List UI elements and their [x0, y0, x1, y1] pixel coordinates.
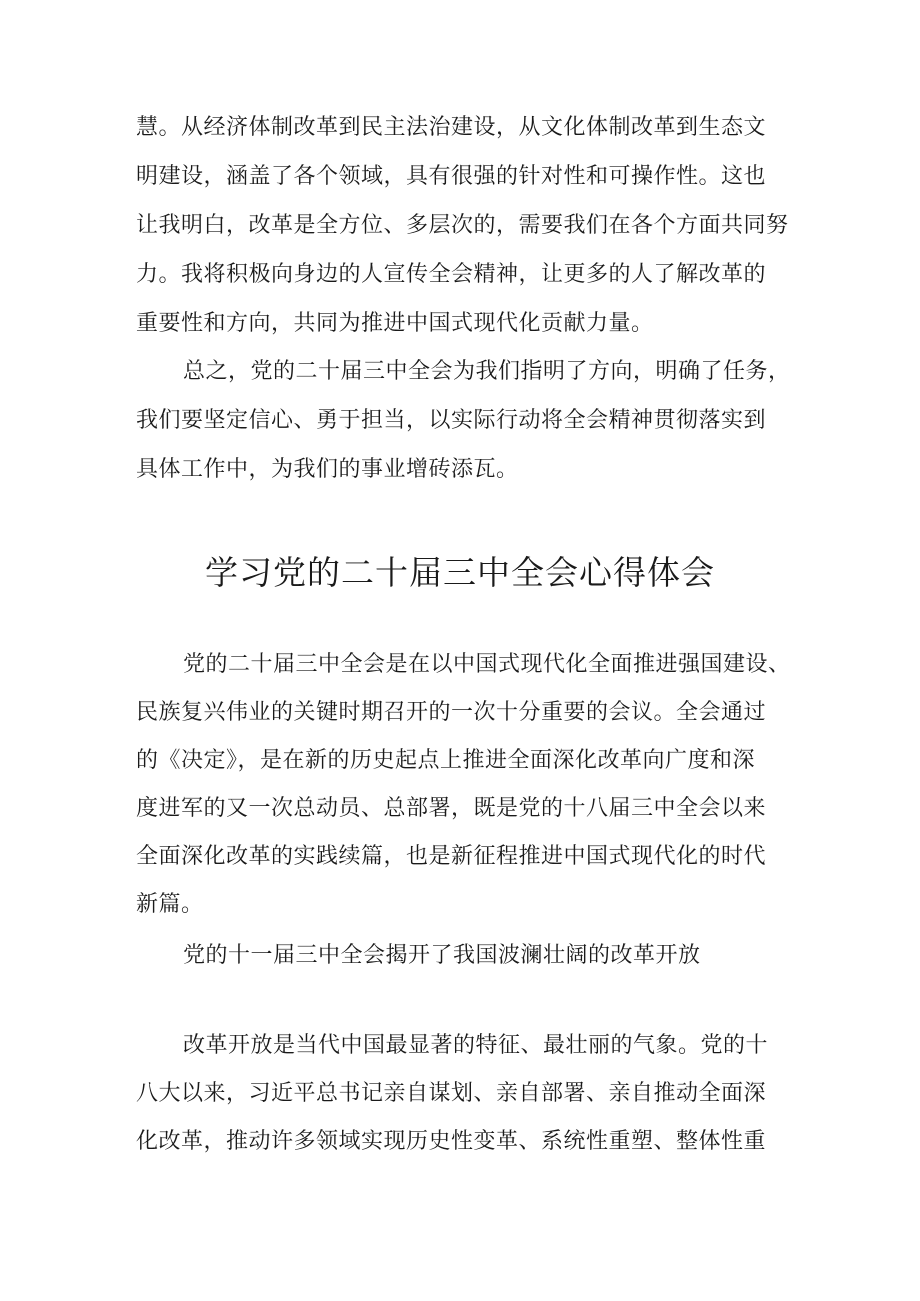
section-subheading: 党的十一届三中全会揭开了我国波澜壮阔的改革开放: [183, 943, 701, 968]
text-line: 改革开放是当代中国最显著的特征、最壮丽的气象。党的十: [183, 1033, 769, 1058]
text-line: 力。我将积极向身边的人宣传全会精神，让更多的人了解改革的: [136, 262, 767, 287]
text-line: 党的二十届三中全会是在以中国式现代化全面推进强国建设、: [183, 652, 791, 677]
text-line: 明建设，涵盖了各个领域，具有很强的针对性和可操作性。这也: [136, 164, 767, 189]
text-line: 重要性和方向，共同为推进中国式现代化贡献力量。: [136, 311, 654, 336]
text-line: 民族复兴伟业的关键时期召开的一次十分重要的会议。全会通过: [136, 700, 767, 725]
article-title: 学习党的二十届三中全会心得体会: [205, 553, 715, 592]
text-line: 的《决定》，是在新的历史起点上推进全面深化改革向广度和深: [136, 748, 756, 773]
text-line: 全面深化改革的实践续篇，也是新征程推进中国式现代化的时代: [136, 844, 767, 869]
text-line: 度进军的又一次总动员、总部署，既是党的十八届三中全会以来: [136, 796, 767, 821]
text-line: 我们要坚定信心、勇于担当，以实际行动将全会精神贯彻落实到: [136, 408, 767, 433]
text-line: 总之，党的二十届三中全会为我们指明了方向，明确了任务，: [183, 359, 791, 384]
text-line: 八大以来，习近平总书记亲自谋划、亲自部署、亲自推动全面深: [136, 1081, 767, 1106]
text-line: 新篇。: [136, 892, 204, 917]
text-line: 具体工作中，为我们的事业增砖添瓦。: [136, 457, 519, 482]
text-line: 化改革，推动许多领域实现历史性变革、系统性重塑、整体性重: [136, 1129, 767, 1154]
text-line: 让我明白，改革是全方位、多层次的，需要我们在各个方面共同努: [136, 213, 789, 238]
text-line: 慧。从经济体制改革到民主法治建设，从文化体制改革到生态文: [136, 115, 767, 140]
